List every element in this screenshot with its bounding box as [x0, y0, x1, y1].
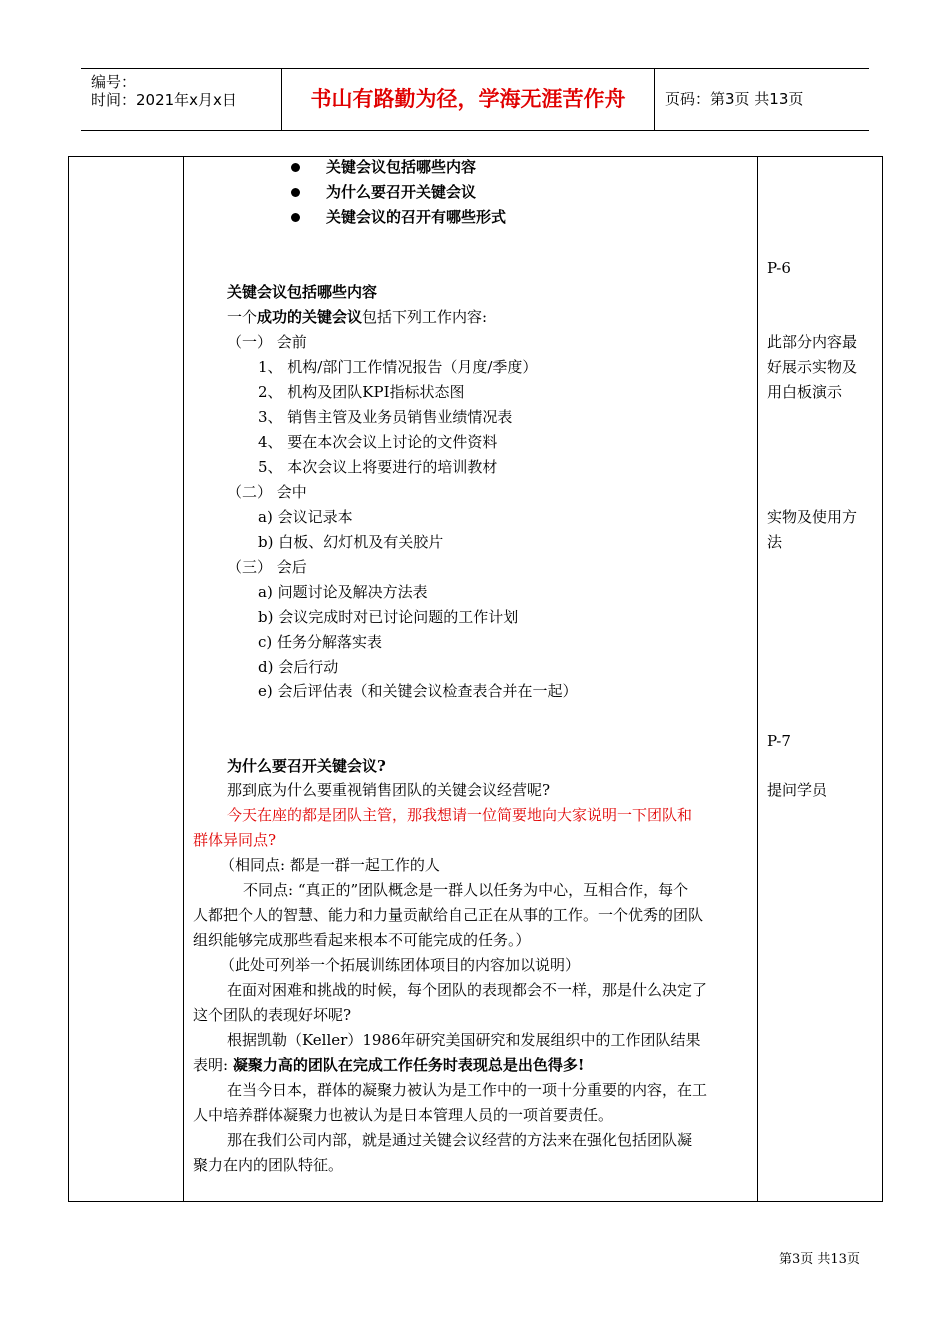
part-title: （一） 会前: [227, 333, 307, 351]
list-item: e) 会后评估表（和关键会议检查表合并在一起）: [258, 682, 578, 700]
page-footer: 第3页 共13页: [779, 1252, 860, 1267]
column-divider-right: [757, 157, 758, 1201]
section-heading: 为什么要召开关键会议?: [227, 757, 386, 775]
intro-suffix: 包括下列工作内容:: [362, 308, 488, 326]
question-line: 今天在座的都是团队主管，那我想请一位简要地向大家说明一下团队和: [227, 806, 693, 824]
note-line: 提问学员: [767, 781, 828, 799]
list-item: b) 白板、幻灯机及有关胶片: [258, 533, 444, 551]
part-title: （三） 会后: [227, 558, 307, 576]
page-info: 页码：第3页 共13页: [665, 90, 804, 108]
column-divider-left: [183, 157, 184, 1201]
header-meta: [81, 69, 282, 130]
intro-prefix: 一个: [227, 308, 258, 326]
text-prefix: 表明:: [193, 1056, 233, 1074]
note-line: 实物及使用方: [767, 508, 858, 526]
list-item: a) 问题讨论及解决方法表: [258, 583, 428, 601]
bullet-dot: [291, 213, 300, 222]
page-ref: P-6: [767, 259, 791, 277]
part-title: （二） 会中: [227, 483, 307, 501]
paragraph-line: 人中培养群体凝聚力也被认为是日本管理人员的一项首要责任。: [193, 1106, 614, 1124]
paragraph-line: 聚力在内的团队特征。: [193, 1156, 344, 1174]
paragraph-line: 根据凯勒（Keller）1986年研究美国研究和发展组织中的工作团队结果: [227, 1031, 701, 1049]
question-line: 群体异同点?: [193, 831, 277, 849]
paragraph-line: （相同点: 都是一群一起工作的人: [220, 856, 440, 874]
bullet-item: 为什么要召开关键会议: [326, 183, 477, 201]
paragraph-line: 那到底为什么要重视销售团队的关键会议经营呢?: [227, 781, 551, 799]
paragraph-line: [193, 1055, 584, 1075]
list-item: d) 会后行动: [258, 658, 339, 676]
bullet-item: 关键会议的召开有哪些形式: [326, 208, 507, 226]
page-ref: P-7: [767, 732, 791, 750]
bullet-dot: [291, 163, 300, 172]
list-item: c) 任务分解落实表: [258, 633, 383, 651]
note-line: 法: [767, 533, 783, 551]
list-item: 4、 要在本次会议上讨论的文件资料: [258, 433, 498, 451]
paragraph-line: 不同点: “真正的”团队概念是一群人以任务为中心，互相合作，每个: [243, 881, 689, 899]
bullet-item: 关键会议包括哪些内容: [326, 158, 477, 176]
list-item: 5、 本次会议上将要进行的培训教材: [258, 458, 498, 476]
list-item: 3、 销售主管及业务员销售业绩情况表: [258, 408, 513, 426]
list-item: 2、 机构及团队KPI指标状态图: [258, 383, 465, 401]
note-line: 此部分内容最: [767, 333, 858, 351]
emphasis-text: 凝聚力高的团队在完成工作任务时表现总是出色得多!: [232, 1056, 585, 1074]
paragraph-line: 那在我们公司内部，就是通过关键会议经营的方法来在强化包括团队凝: [227, 1131, 693, 1149]
code-label: 编号：: [91, 73, 137, 91]
paragraph-line: 人都把个人的智慧、能力和力量贡献给自己正在从事的工作。一个优秀的团队: [193, 906, 704, 924]
list-item: 1、 机构/部门工作情况报告（月度/季度）: [258, 358, 538, 376]
page-header: [81, 68, 869, 131]
note-line: 用白板演示: [767, 383, 843, 401]
paragraph-line: 组织能够完成那些看起来根本不可能完成的任务。）: [193, 931, 531, 949]
list-item: b) 会议完成时对已讨论问题的工作计划: [258, 608, 519, 626]
section-heading: 关键会议包括哪些内容: [227, 283, 378, 301]
date-label: 时间：2021年x月x日: [91, 91, 237, 109]
note-line: 好展示实物及: [767, 358, 858, 376]
paragraph-line: 在当今日本，群体的凝聚力被认为是工作中的一项十分重要的内容，在工: [227, 1081, 708, 1099]
bullet-dot: [291, 188, 300, 197]
motto: 书山有路勤为径，学海无涯苦作舟: [282, 69, 655, 130]
list-item: a) 会议记录本: [258, 508, 353, 526]
intro-bold: 成功的关键会议: [257, 308, 363, 326]
paragraph-line: 这个团队的表现好坏呢?: [193, 1006, 352, 1024]
paragraph-line: 在面对困难和挑战的时候，每个团队的表现都会不一样，那是什么决定了: [227, 981, 708, 999]
section-intro: [227, 307, 487, 327]
paragraph-line: （此处可列举一个拓展训练团体项目的内容加以说明）: [220, 956, 581, 974]
